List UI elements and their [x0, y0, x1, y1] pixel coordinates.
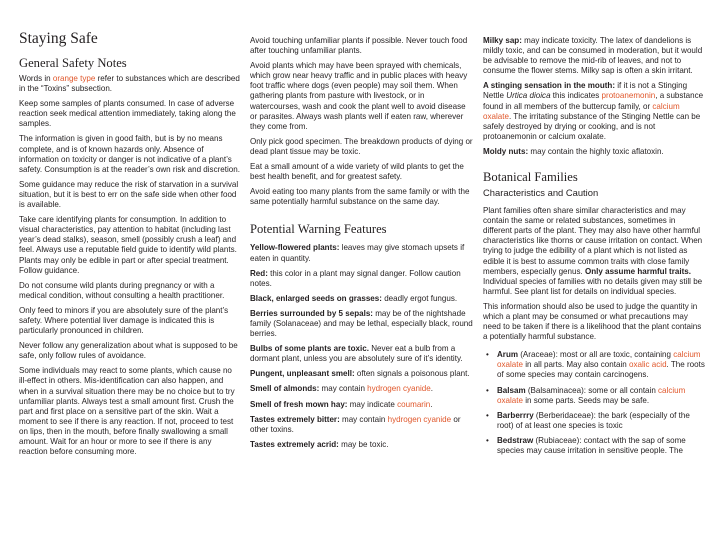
paragraph-same-family: Avoid eating too many plants from the same family or with the same potentially harmful substance on the same day. [250, 187, 470, 207]
warning-pungent [250, 369, 474, 379]
column-right [483, 0, 705, 541]
text: in some parts. Seeds may be safe. [522, 395, 650, 405]
list-item [483, 386, 705, 406]
warning-red [250, 269, 474, 289]
label: Milky sap: [483, 36, 522, 45]
column-left [19, 0, 241, 541]
warning-almonds [250, 384, 474, 394]
warning-bitter [250, 415, 474, 435]
paragraph-plant-families [483, 206, 705, 297]
label: A stinging sensation in the mouth: [483, 81, 616, 91]
label: Smell of almonds: [250, 384, 320, 394]
highlight-calcium-oxalate: calcium oxalate [483, 101, 680, 121]
text: leaves may give stomach upsets if eaten in quantity. [250, 243, 465, 263]
warning-features-heading: Potential Warning Features [250, 222, 387, 237]
label: Black, enlarged seeds on grasses: [250, 293, 382, 303]
family-name: Barberrry [497, 410, 534, 420]
text: this indicates [550, 91, 602, 101]
list-item [483, 350, 705, 380]
family-list [483, 350, 705, 456]
warning-bulbs [250, 344, 474, 364]
bullet: • [486, 435, 489, 445]
label: Pungent, unpleasant smell: [250, 369, 355, 379]
text: (Rubiaceae): contact with the sap of some species may cause irritation in sensitive people. The [497, 435, 686, 455]
bullet: • [486, 350, 489, 360]
botanical-families-heading: Botanical Families [483, 170, 578, 185]
paragraph-good-faith: The information is given in good faith, but is by no means complete, and is of known hazards only. Absence of information on toxicity or danger is not indicative of a plant’s safety. Consumption is at the reader’s own risk and discretion. [19, 134, 240, 174]
highlight-hydrogen-cyanide: hydrogen cyanide [367, 384, 431, 394]
list-item [483, 411, 705, 431]
species-name: Urtica dioica [506, 91, 551, 101]
paragraph-avoid-touching: Avoid touching unfamiliar plants if possible. Never touch food after touching unfamiliar plants. [250, 36, 468, 56]
warning-yellow-flowered [250, 243, 474, 263]
warning-berries [250, 309, 474, 339]
paragraph-sprayed: Avoid plants which may have been sprayed with chemicals, which grow near heavy traffic and in public places with heavy foot traffic where dogs (even people) may soil them. When gathering plants from pasture with livestock, or in watercourses, wash and cook the plant well to avoid disease or parasites. Always wash plants well if eaten raw, wherever they come from. [250, 61, 468, 131]
paragraph-minors: Only feed to minors if you are absolutely sure of the plant’s safety. Where potential liver damage is indicated this is particularly pronounced in children. [19, 305, 229, 336]
text: . [430, 384, 433, 394]
highlight-protoanemonin: protoanemonin [601, 91, 656, 101]
text: deadly ergot fungus. [381, 293, 458, 303]
label: Berries surrounded by 5 sepals: [250, 308, 373, 318]
family-name: Arum [497, 350, 519, 360]
text: (Berberidaceae): the bark (especially of the root) of at least one species is toxic [497, 410, 690, 430]
label: Yellow-flowered plants: [250, 243, 340, 253]
family-name: Bedstraw [497, 435, 534, 445]
text: Plant families often share similar characteristics and may contain the same or related substances, sometimes in different parts of the plant. They may also have other harmful characteristics like thorns or cause irritation on contact. When trying to judge the edibility of a plant which is not listed as edible it is best to assume common traits with close family members, especially genus. [483, 206, 703, 276]
highlight-calcium-oxalate: calcium oxalate [497, 350, 701, 370]
text: if it is not a Stinging Nettle [483, 81, 688, 101]
label: Tastes extremely bitter: [250, 414, 340, 424]
family-name: Balsam [497, 385, 526, 395]
bullet: • [486, 410, 489, 420]
text: may indicate [347, 399, 398, 409]
text: may be toxic. [338, 439, 389, 449]
paragraph-guidance: Some guidance may reduce the risk of starvation in a survival situation, but it is best to err on the safe side when other food is available. [19, 179, 239, 210]
text: Words in [19, 74, 53, 83]
paragraph-pregnancy: Do not consume wild plants during pregnancy or with a medical condition, without consulting a health practitioner. [19, 280, 225, 300]
paragraph-identification: Take care identifying plants for consumption. In addition to visual characteristics, pay attention to habitat (including last year’s dead stalks), season, smell (possibly crush a leaf) and feel. Always use a reputable field guide to identify wild plants. Plants may only be edible in part or after special treatment. Follow guidance. [19, 215, 237, 275]
warning-moldy-nuts [483, 147, 705, 157]
bullet: • [486, 385, 489, 395]
text: Individual species of families with no details given may still be harmful. See plant list for details on individual species. [483, 276, 703, 296]
text: may contain [319, 384, 368, 394]
text: . [430, 399, 433, 409]
text: . The roots of some species may contain carcinogens. [497, 360, 705, 380]
warning-black-seeds [250, 294, 474, 304]
text: may contain the highly toxic aflatoxin. [528, 146, 664, 156]
paragraph-variety: Eat a small amount of a wide variety of wild plants to get the best health benefit, and for greatest safety. [250, 162, 464, 182]
paragraph-generalization: Never follow any generalization about what is supposed to be safe, only follow rules of avoidance. [19, 341, 238, 361]
text: Never eat a bulb from a dormant plant, unless you are absolutely sure of it’s identity. [250, 344, 463, 364]
label: Red: [250, 268, 268, 278]
warning-acrid [250, 440, 474, 450]
paragraph-orange-type [19, 74, 241, 94]
column-middle [250, 0, 474, 541]
highlight-oxalic-acid: oxalic acid [628, 360, 667, 370]
highlight-coumarin: coumarin [397, 399, 431, 409]
text: may contain [339, 414, 388, 424]
text: may be of the nightshade family (Solanaceae) and may be lethal, especially black, round berries. [250, 308, 473, 339]
text: may indicate toxicity. The latex of dandelions is mildly toxic, and can be consumed in moderation, but it would be advisable to remove the mid-rib of leaves, and not to consume the flower stems. Milky sap is often a skin irritant. [483, 36, 703, 76]
general-safety-heading: General Safety Notes [19, 56, 127, 70]
label: Bulbs of some plants are toxic. [250, 344, 369, 354]
staying-safe-title: Staying Safe [19, 30, 98, 47]
characteristics-heading: Characteristics and Caution [483, 187, 599, 199]
text: (Balsaminacea): some or all contain [525, 385, 659, 395]
highlight-hydrogen-cyanide: hydrogen cyanide [387, 414, 452, 424]
text: (Araceae): most or all are toxic, containing [518, 350, 674, 360]
paragraph-samples: Keep some samples of plants consumed. In case of adverse reaction seek medical attention immediately, taking along the samples. [19, 99, 236, 129]
paragraph-testing: Some individuals may react to some plants, which cause no ill-effect in others. Mis-identification can also happen, and when in a survival situation there may be no choice but to try unfamiliar plants. Always test a small amount first. Crush the part and first place on a sensitive part of the skin. Wait a moment to see if there is any reaction. If not, proceed to test on lips, then in the mouth, before finally swallowing a small amount. Wait for an hour or more to see if there is any reaction before consuming more. [19, 366, 235, 457]
warning-milky-sap [483, 36, 705, 76]
list-item [483, 436, 705, 456]
text: refer to substances which are described in the “Toxins” subsection. [19, 74, 240, 94]
highlight-calcium-oxalate: calcium oxalate [497, 385, 686, 405]
text: this color in a plant may signal danger. Follow caution notes. [250, 268, 461, 288]
paragraph-good-specimen: Only pick good specimen. The breakdown products of dying or dead plant tissue may be toxic. [250, 136, 473, 156]
text: often signals a poisonous plant. [354, 369, 470, 379]
warning-hay [250, 400, 474, 410]
text: . The irritating substance of the Stinging Nettle can be safely destroyed by drying or cooking, and is not protoanemonin or calcium oxalate. [483, 111, 701, 141]
label: Moldy nuts: [483, 146, 529, 156]
warning-stinging [483, 81, 705, 142]
highlight-orange-type: orange type [52, 74, 96, 83]
text: or other toxins. [250, 414, 461, 434]
paragraph-quantity: This information should also be used to judge the quantity in which a plant may be consumed or what precautions may need to be taken if there is a likelihood that the plant contains a potentially harmful substance. [483, 301, 702, 342]
text: , a substance found in all members of the buttercup family, or [483, 91, 704, 111]
label: Smell of fresh mown hay: [250, 399, 348, 409]
text: in all parts. May also contain [522, 360, 629, 370]
emphasis-harmful-traits: Only assume harmful traits. [584, 266, 691, 276]
label: Tastes extremely acrid: [250, 439, 339, 449]
